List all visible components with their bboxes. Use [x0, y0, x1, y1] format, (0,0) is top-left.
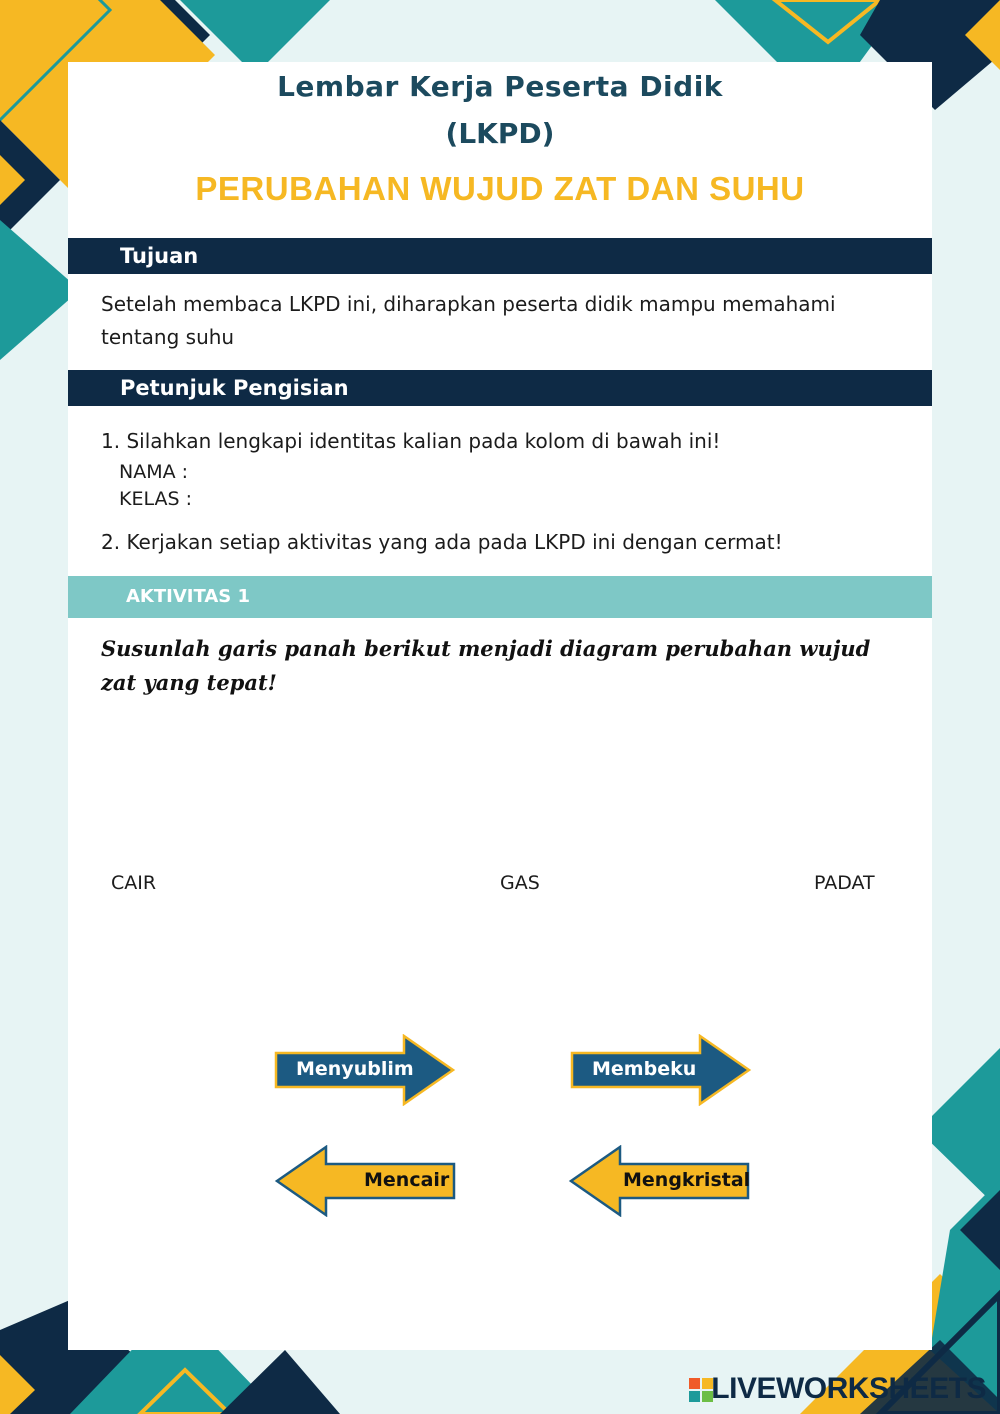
instruction-line1: Susunlah garis panah berikut menjadi diagram perubahan wujud [101, 636, 871, 661]
arrow-label: Mencair [364, 1169, 450, 1191]
tujuan-text-line1: Setelah membaca LKPD ini, diharapkan peserta didik mampu memahami [101, 292, 836, 316]
liveworksheets-logo-icon [689, 1378, 713, 1402]
aktivitas-header [68, 576, 932, 618]
arrow-label: Mengkristal [623, 1169, 751, 1191]
tujuan-heading: Tujuan [120, 244, 199, 268]
arrow-membeku[interactable] [570, 1034, 752, 1106]
tujuan-text-line2: tentang suhu [101, 325, 235, 349]
tujuan-header [68, 238, 932, 274]
petunjuk-heading: Petunjuk Pengisian [120, 376, 349, 400]
aktivitas-heading: AKTIVITAS 1 [126, 586, 251, 607]
liveworksheets-brand[interactable]: LIVEWORKSHEETS [711, 1372, 986, 1405]
kelas-label: KELAS : [119, 488, 192, 510]
aktivitas-instruction [101, 632, 870, 700]
petunjuk-header [68, 370, 932, 406]
tujuan-text [101, 288, 836, 354]
petunjuk-item-1: 1. Silahkan lengkapi identitas kalian pada kolom di bawah ini! [101, 429, 721, 453]
worksheet-abbreviation: (LKPD) [445, 117, 555, 150]
arrow-label: Menyublim [296, 1058, 414, 1080]
worksheet-title: Lembar Kerja Peserta Didik [277, 70, 723, 103]
arrow-label: Membeku [592, 1058, 697, 1080]
state-padat: PADAT [814, 872, 875, 894]
petunjuk-item-2: 2. Kerjakan setiap aktivitas yang ada pada LKPD ini dengan cermat! [101, 530, 783, 554]
worksheet-topic: PERUBAHAN WUJUD ZAT DAN SUHU [195, 170, 805, 207]
arrow-mencair[interactable] [274, 1145, 456, 1217]
state-cair: CAIR [111, 872, 157, 894]
nama-label: NAMA : [119, 461, 189, 483]
instruction-line2: zat yang tepat! [101, 670, 277, 695]
state-gas: GAS [500, 872, 540, 894]
arrow-mengkristal[interactable] [568, 1145, 750, 1217]
arrow-menyublim[interactable] [274, 1034, 456, 1106]
